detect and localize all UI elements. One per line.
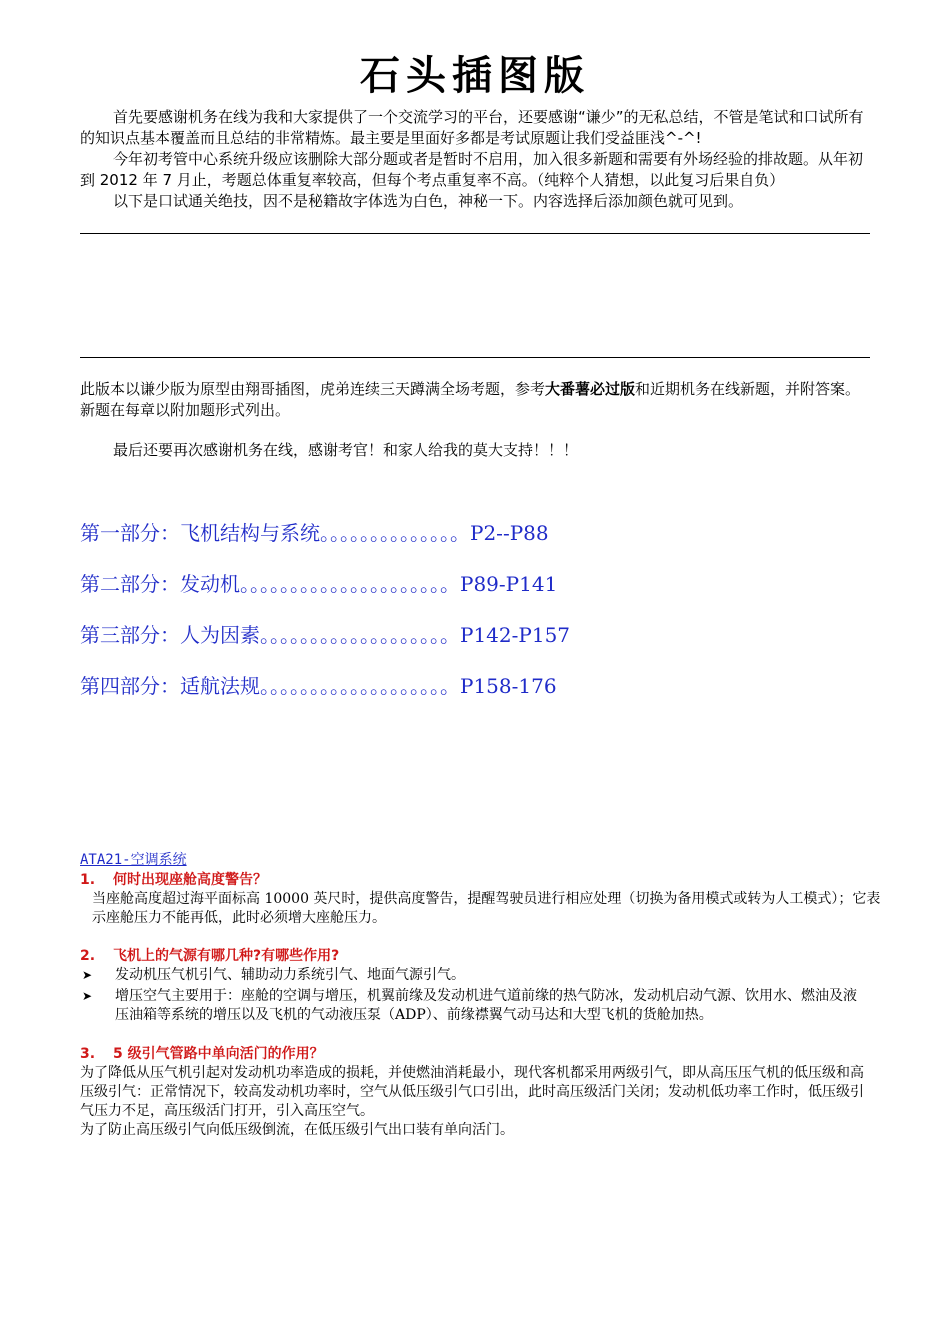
answer-1: 当座舱高度超过海平面标高 10000 英尺时，提供高度警告，提醒驾驶员进行相应处理（切换为备用模式或转为人工模式）；它表示座舱压力不能再低，此时必须增大座舱压力。 — [92, 891, 881, 926]
section-heading-ata21[interactable]: ATA21-空调系统 — [80, 852, 187, 868]
answer-2-bullet-2 — [80, 987, 870, 1025]
answer-2-bullet-1 — [80, 966, 870, 985]
thanks-paragraph: 最后还要再次感谢机务在线，感谢考官！和家人给我的莫大支持！！！ — [113, 441, 579, 459]
bullet-text: 增压空气主要用于：座舱的空调与增压，机翼前缘及发动机进气道前缘的热气防冰，发动机启动气源、饮用水、燃油及液压油箱等系统的增压以及飞机的气动液压泵（ADP）、前缘襟翼气动马达和大型飞机的货舱加热。 — [115, 988, 857, 1023]
answer-3-paragraph-1: 为了降低从压气机引起对发动机功率造成的损耗，并使燃油消耗最小，现代客机都采用两级引气，即从高压压气机的低压级和高压级引气：正常情况下，较高发动机功率时，空气从低压级引气口引出，此时高压级活门关闭；发动机低功率工作时，低压级引气压力不足，高压级活门打开，引入高压空气。 — [80, 1065, 864, 1119]
credit-bold-reference: 大番薯必过版 — [545, 380, 636, 398]
question-1 — [80, 871, 870, 890]
toc-item-part-1[interactable]: 第一部分：飞机结构与系统。。。。。。。。。。。。。。P2--P88 — [80, 521, 549, 545]
toc-item-part-3[interactable]: 第三部分：人为因素。。。。。。。。。。。。。。。。。。。P142-P157 — [80, 623, 571, 647]
question-number: 3. — [80, 1046, 96, 1062]
question-text: 飞机上的气源有哪几种?有哪些作用? — [113, 948, 340, 964]
intro-paragraph-2: 今年初考管中心系统升级应该删除大部分题或者是暂时不启用，加入很多新题和需要有外场经验的排故题。从年初到 2012 年 7 月止，考题总体重复率较高，但每个考点重复率不高。（纯粹个人猜想，以此复习后果自负） — [80, 150, 864, 189]
arrowhead-bullet-icon: ➤ — [82, 989, 93, 1003]
arrowhead-bullet-icon: ➤ — [82, 968, 93, 982]
page-title: 石头插图版 — [360, 53, 590, 99]
bottom-divider — [80, 357, 870, 358]
top-divider — [80, 233, 870, 234]
question-text: 5 级引气管路中单向活门的作用？ — [113, 1046, 324, 1062]
question-3 — [80, 1045, 870, 1064]
bullet-text: 发动机压气机引气、辅助动力系统引气、地面气源引气。 — [115, 967, 465, 983]
question-2 — [80, 947, 870, 966]
intro-paragraph-3: 以下是口试通关绝技，因不是秘籍故字体选为白色，神秘一下。内容选择后添加颜色就可见到。 — [113, 192, 744, 210]
question-text: 何时出现座舱高度警告？ — [113, 872, 267, 888]
credit-paragraph — [80, 379, 870, 421]
question-number: 2. — [80, 948, 96, 964]
credit-text-start: 此版本以谦少版为原型由翔哥插图，虎弟连续三天蹲满全场考题，参考 — [80, 380, 546, 398]
toc-item-part-2[interactable]: 第二部分：发动机。。。。。。。。。。。。。。。。。。。。。P89-P141 — [80, 572, 558, 596]
answer-3-paragraph-2: 为了防止高压级引气向低压级倒流，在低压级引气出口装有单向活门。 — [80, 1122, 514, 1138]
answer-3 — [80, 1064, 870, 1140]
intro-paragraph-1: 首先要感谢机务在线为我和大家提供了一个交流学习的平台，还要感谢“谦少”的无私总结，不管是笔试和口试所有的知识点基本覆盖而且总结的非常精炼。最主要是里面好多都是考试原题让我们受益匪浅^-^! — [80, 108, 864, 147]
question-number: 1. — [80, 872, 96, 888]
credit-text-end: 和近期机务在线新题，并附答案。新题在每章以附加题形式列出。 — [80, 380, 861, 419]
toc-item-part-4[interactable]: 第四部分：适航法规。。。。。。。。。。。。。。。。。。。P158-176 — [80, 674, 557, 698]
intro-block — [80, 107, 870, 212]
